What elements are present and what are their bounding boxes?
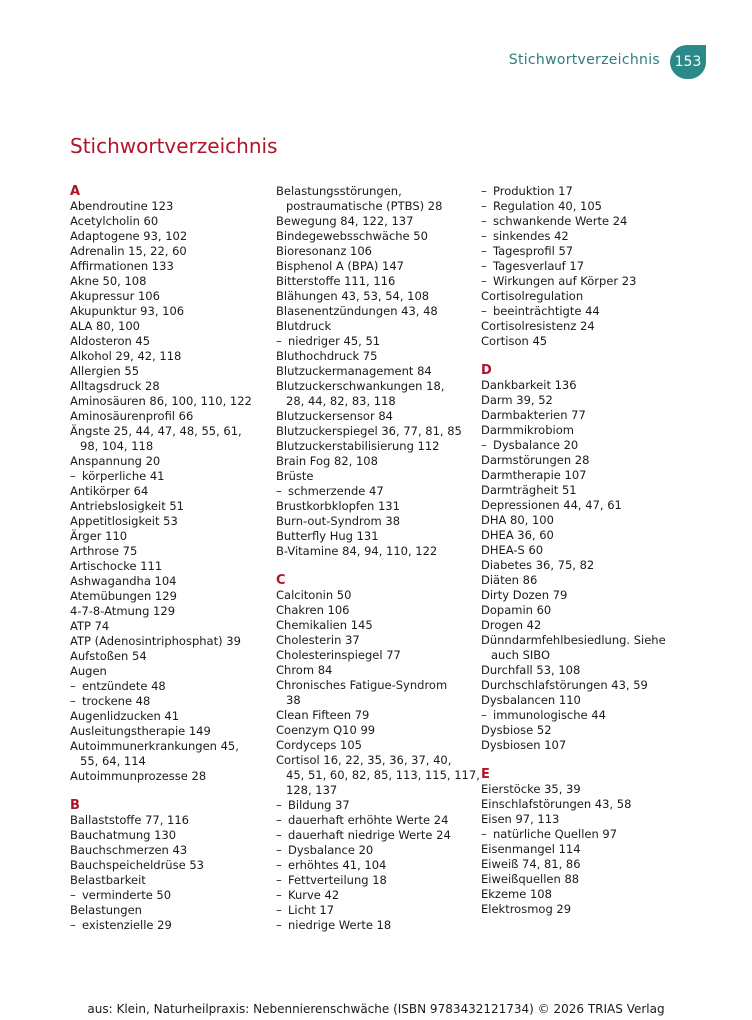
index-subentry: – immunologische 44 xyxy=(481,708,606,722)
index-subentry: – trockene 48 xyxy=(70,694,151,708)
index-entry: Belastungsstörungen, xyxy=(276,184,402,198)
index-entry: Ekzeme 108 xyxy=(481,887,552,901)
index-entry: B-Vitamine 84, 94, 110, 122 xyxy=(276,544,438,558)
index-entry: Dankbarkeit 136 xyxy=(481,378,577,392)
index-entry: Blutzuckersensor 84 xyxy=(276,409,393,423)
index-entry: Anspannung 20 xyxy=(70,454,161,468)
index-entry: Clean Fifteen 79 xyxy=(276,708,370,722)
index-subentry: – Tagesprofil 57 xyxy=(481,244,574,258)
index-entry: 4-7-8-Atmung 129 xyxy=(70,604,176,618)
index-subentry: – erhöhtes 41, 104 xyxy=(276,858,387,872)
index-subentry: – dauerhaft niedrige Werte 24 xyxy=(276,828,451,842)
index-entry: Augenlidzucken 41 xyxy=(70,709,180,723)
index-entry: Artischocke 111 xyxy=(70,559,163,573)
index-entry: ALA 80, 100 xyxy=(70,319,140,333)
index-entry: Burn-out-Syndrom 38 xyxy=(276,514,401,528)
index-entry: Appetitlosigkeit 53 xyxy=(70,514,178,528)
index-entry: Blutdruck xyxy=(276,319,332,333)
index-subentry: – schmerzende 47 xyxy=(276,484,384,498)
index-entry: Antriebslosigkeit 51 xyxy=(70,499,184,513)
index-entry: Antikörper 64 xyxy=(70,484,149,498)
index-entry: Chemikalien 145 xyxy=(276,618,373,632)
index-entry: Elektrosmog 29 xyxy=(481,902,572,916)
index-subentry: – sinkendes 42 xyxy=(481,229,569,243)
index-entry: Atemübungen 129 xyxy=(70,589,177,603)
index-subentry: – beeinträchtigte 44 xyxy=(481,304,600,318)
index-entry: Cholesterinspiegel 77 xyxy=(276,648,401,662)
index-section xyxy=(481,767,681,917)
index-entry: Eiweiß 74, 81, 86 xyxy=(481,857,581,871)
index-entry: Blasenentzündungen 43, 48 xyxy=(276,304,438,318)
index-entry: Allergien 55 xyxy=(70,364,140,378)
index-subentry: – Dysbalance 20 xyxy=(276,843,374,857)
index-entry-continuation: 28, 44, 82, 83, 118 xyxy=(286,394,396,408)
index-entry: Eisenmangel 114 xyxy=(481,842,581,856)
index-subentry: – Produktion 17 xyxy=(481,184,573,198)
index-entry: Calcitonin 50 xyxy=(276,588,352,602)
index-subentry: – existenzielle 29 xyxy=(70,918,172,932)
index-entry: Bluthochdruck 75 xyxy=(276,349,378,363)
index-subentry: – natürliche Quellen 97 xyxy=(481,827,618,841)
copyright-footer: aus: Klein, Naturheilpraxis: Nebennierenschwäche (ISBN 9783432121734) © 2026 TRIAS Verlag xyxy=(87,1002,665,1016)
index-entry: Blutzuckermanagement 84 xyxy=(276,364,432,378)
index-section xyxy=(276,573,480,933)
index-entry: DHEA 36, 60 xyxy=(481,528,554,542)
index-entry: Darmtherapie 107 xyxy=(481,468,587,482)
index-column-2 xyxy=(276,184,480,933)
index-subentry: – Licht 17 xyxy=(276,903,335,917)
index-entry: Alkohol 29, 42, 118 xyxy=(70,349,182,363)
index-entry: Bewegung 84, 122, 137 xyxy=(276,214,414,228)
index-entry: Cortisol 16, 22, 35, 36, 37, 40, xyxy=(276,753,452,767)
index-entry: Diäten 86 xyxy=(481,573,538,587)
index-entry: Brustkorbklopfen 131 xyxy=(276,499,400,513)
index-entry-continuation: 128, 137 xyxy=(286,783,338,797)
index-entry: Aldosteron 45 xyxy=(70,334,151,348)
index-entry: Bitterstoffe 111, 116 xyxy=(276,274,396,288)
index-subentry: – niedrige Werte 18 xyxy=(276,918,392,932)
index-entry: Akupressur 106 xyxy=(70,289,160,303)
index-entry: Alltagsdruck 28 xyxy=(70,379,160,393)
index-entry: Autoimmunprozesse 28 xyxy=(70,769,207,783)
index-entry: Dirty Dozen 79 xyxy=(481,588,568,602)
index-section xyxy=(481,363,681,753)
section-letter: B xyxy=(70,798,80,813)
index-subentry: – niedriger 45, 51 xyxy=(276,334,381,348)
index-entry: Arthrose 75 xyxy=(70,544,138,558)
index-entry: Eierstöcke 35, 39 xyxy=(481,782,581,796)
index-subentry: – verminderte 50 xyxy=(70,888,172,902)
index-entry: Coenzym Q10 99 xyxy=(276,723,376,737)
index-entry: Bauchspeicheldrüse 53 xyxy=(70,858,204,872)
page-number-badge: 153 xyxy=(670,45,706,79)
index-entry: Dopamin 60 xyxy=(481,603,552,617)
index-entry: Blutzuckerspiegel 36, 77, 81, 85 xyxy=(276,424,462,438)
index-entry: Autoimmunerkrankungen 45, xyxy=(70,739,239,753)
index-entry: Akupunktur 93, 106 xyxy=(70,304,185,318)
index-entry: Aminosäuren 86, 100, 110, 122 xyxy=(70,394,252,408)
index-column-3 xyxy=(481,184,681,917)
index-entry: Bisphenol A (BPA) 147 xyxy=(276,259,404,273)
index-entry: Darmstörungen 28 xyxy=(481,453,590,467)
index-entry: Brain Fog 82, 108 xyxy=(276,454,378,468)
index-subentry: – Bildung 37 xyxy=(276,798,350,812)
index-entry: Aufstoßen 54 xyxy=(70,649,147,663)
index-entry: Acetylcholin 60 xyxy=(70,214,159,228)
index-entry: Cordyceps 105 xyxy=(276,738,362,752)
index-entry: ATP 74 xyxy=(70,619,110,633)
index-entry-continuation: 45, 51, 60, 82, 85, 113, 115, 117, xyxy=(286,768,480,782)
index-subentry: – entzündete 48 xyxy=(70,679,166,693)
index-entry: Dysbiose 52 xyxy=(481,723,552,737)
index-column-1 xyxy=(70,184,270,933)
index-entry: Butterfly Hug 131 xyxy=(276,529,379,543)
index-entry: Belastungen xyxy=(70,903,142,917)
section-letter: A xyxy=(70,184,81,199)
index-entry: Blähungen 43, 53, 54, 108 xyxy=(276,289,430,303)
index-entry: Dysbalancen 110 xyxy=(481,693,581,707)
index-entry: Darm 39, 52 xyxy=(481,393,553,407)
index-subentry: – Fettverteilung 18 xyxy=(276,873,387,887)
index-entry: Darmbakterien 77 xyxy=(481,408,586,422)
index-entry: Adrenalin 15, 22, 60 xyxy=(70,244,187,258)
section-letter: C xyxy=(276,573,286,588)
index-entry: Cortisolresistenz 24 xyxy=(481,319,595,333)
index-entry: DHEA-S 60 xyxy=(481,543,544,557)
index-entry: Chronisches Fatigue-Syndrom xyxy=(276,678,448,692)
index-entry: Diabetes 36, 75, 82 xyxy=(481,558,595,572)
index-entry: Akne 50, 108 xyxy=(70,274,147,288)
index-subentry: – Wirkungen auf Körper 23 xyxy=(481,274,637,288)
section-letter: E xyxy=(481,767,490,782)
index-entry: Dysbiosen 107 xyxy=(481,738,567,752)
index-entry-continuation: postraumatische (PTBS) 28 xyxy=(286,199,443,213)
index-entry: Ärger 110 xyxy=(70,529,128,543)
index-entry: Eiweißquellen 88 xyxy=(481,872,580,886)
index-entry: Adaptogene 93, 102 xyxy=(70,229,188,243)
index-entry: Ashwagandha 104 xyxy=(70,574,177,588)
index-entry: Brüste xyxy=(276,469,314,483)
index-section xyxy=(70,798,270,933)
index-entry: Affirmationen 133 xyxy=(70,259,174,273)
index-subentry: – Kurve 42 xyxy=(276,888,340,902)
index-entry: Bauchatmung 130 xyxy=(70,828,177,842)
index-subentry: – Dysbalance 20 xyxy=(481,438,579,452)
index-entry: Ängste 25, 44, 47, 48, 55, 61, xyxy=(70,424,242,438)
index-entry: ATP (Adenosintriphosphat) 39 xyxy=(70,634,241,648)
section-letter: D xyxy=(481,363,492,378)
index-entry: Cortison 45 xyxy=(481,334,548,348)
index-entry: Darmträgheit 51 xyxy=(481,483,577,497)
running-head-title: Stichwortverzeichnis xyxy=(508,52,660,68)
index-entry: Cholesterin 37 xyxy=(276,633,360,647)
index-entry-continuation: 38 xyxy=(286,693,301,707)
index-entry: Durchschlafstörungen 43, 59 xyxy=(481,678,648,692)
index-entry: Einschlafstörungen 43, 58 xyxy=(481,797,632,811)
index-entry: Ausleitungstherapie 149 xyxy=(70,724,211,738)
index-entry: Belastbarkeit xyxy=(70,873,146,887)
index-entry: Blutzuckerstabilisierung 112 xyxy=(276,439,440,453)
index-entry: Bioresonanz 106 xyxy=(276,244,372,258)
index-entry-continuation: 55, 64, 114 xyxy=(80,754,146,768)
index-subentry: – dauerhaft erhöhte Werte 24 xyxy=(276,813,449,827)
index-entry: Ballaststoffe 77, 116 xyxy=(70,813,189,827)
index-entry: Blutzuckerschwankungen 18, xyxy=(276,379,445,393)
index-subentry: – schwankende Werte 24 xyxy=(481,214,628,228)
index-section xyxy=(276,184,476,559)
index-entry: Darmmikrobiom xyxy=(481,423,574,437)
index-entry: Chrom 84 xyxy=(276,663,333,677)
index-section xyxy=(70,184,270,784)
index-entry: Eisen 97, 113 xyxy=(481,812,560,826)
index-entry: Depressionen 44, 47, 61 xyxy=(481,498,622,512)
index-entry: Bindegewebsschwäche 50 xyxy=(276,229,428,243)
index-subentry: – Tagesverlauf 17 xyxy=(481,259,585,273)
index-section xyxy=(481,184,681,349)
index-entry: DHA 80, 100 xyxy=(481,513,554,527)
index-entry: Durchfall 53, 108 xyxy=(481,663,581,677)
index-entry: Abendroutine 123 xyxy=(70,199,174,213)
index-subentry: – Regulation 40, 105 xyxy=(481,199,602,213)
index-entry-continuation: 98, 104, 118 xyxy=(80,439,154,453)
index-entry: Chakren 106 xyxy=(276,603,350,617)
index-entry-continuation: auch SIBO xyxy=(491,648,551,662)
page-title: Stichwortverzeichnis xyxy=(70,134,278,158)
index-entry: Cortisolregulation xyxy=(481,289,584,303)
index-entry: Drogen 42 xyxy=(481,618,542,632)
index-subentry: – körperliche 41 xyxy=(70,469,165,483)
index-entry: Bauchschmerzen 43 xyxy=(70,843,188,857)
index-entry: Dünndarmfehlbesiedlung. Siehe xyxy=(481,633,666,647)
index-entry: Aminosäurenprofil 66 xyxy=(70,409,194,423)
index-entry: Augen xyxy=(70,664,107,678)
